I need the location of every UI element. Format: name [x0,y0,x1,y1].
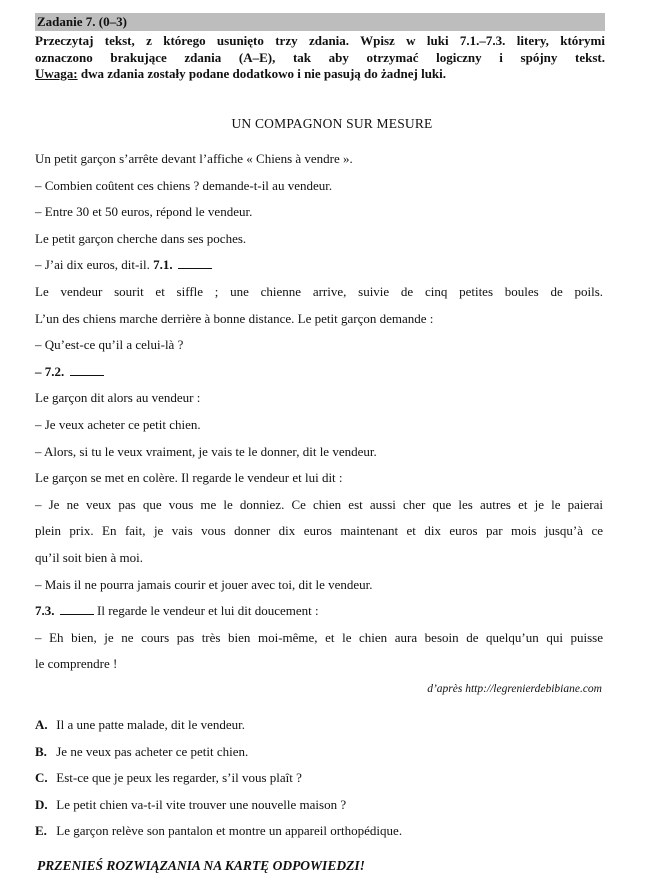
gap-7-2-blank[interactable] [70,363,104,376]
option-letter: A. [35,717,48,732]
option-letter: C. [35,770,48,786]
task-header [35,13,605,31]
text-line: L’un des chiens marche derrière à bonne distance. Le petit garçon demande : [35,310,434,326]
transfer-answers-notice: PRZENIEŚ ROZWIĄZANIA NA KARTĘ ODPOWIEDZI! [37,858,365,873]
text-line: Le vendeur sourit et siffle ; une chienne arrive, suivie de cinq petites boules de poils. [35,283,603,299]
text-line: qu’il soit bien à moi. [35,549,143,565]
gap-7-1-blank[interactable] [178,256,212,269]
task-instructions [35,33,605,83]
option-text: Il a une patte malade, dit le vendeur. [56,717,246,732]
option-letter: D. [35,796,48,812]
text-segment: – J’ai dix euros, dit-il. [35,257,154,273]
answer-options [35,712,603,845]
text-line: – Entre 30 et 50 euros, répond le vendeur. [35,204,253,220]
text-line: Le garçon se met en colère. Il regarde le vendeur et lui dit : [35,470,343,486]
gap-7-2-label: – 7.2. [35,363,65,379]
option-c [35,765,603,792]
option-a [35,712,603,739]
text-line: plein prix. En fait, je vais vous donner dix euros maintenant et dix euros par mois jusqu’à ce [35,523,603,539]
text-line-gap-1 [35,252,603,279]
text-line: – Mais il ne pourra jamais courir et jouer avec toi, dit le vendeur. [35,576,373,592]
text-line-gap-2 [35,359,603,386]
task-label: Zadanie 7. (0–3) [37,14,127,29]
option-letter: B. [35,743,47,759]
text-line-gap-3 [35,598,603,625]
text-segment: Il regarde le vendeur et lui dit doucement : [93,603,319,619]
text-line: – Combien coûtent ces chiens ? demande-t-il au vendeur. [35,177,333,193]
text-line: le comprendre ! [35,656,118,672]
gap-7-3-label: 7.3. [35,603,55,619]
text-line: – Eh bien, je ne cours pas très bien moi-même, et le chien aura besoin de quelqu’un qui puisse [35,629,603,645]
text-line: – Qu’est-ce qu’il a celui-là ? [35,337,184,353]
option-b [35,739,603,766]
instruction-line-2: oznaczono brakujące zdania (A–E), tak aby otrzymać logiczny i spójny tekst. [35,49,605,65]
instruction-note [35,66,605,83]
note-label: Uwaga: [35,66,78,81]
text-title: UN COMPAGNON SUR MESURE [231,116,433,131]
gap-7-1-label: 7.1. [153,257,173,273]
option-d [35,792,603,819]
instruction-line-1: Przeczytaj tekst, z którego usunięto trzy zdania. Wpisz w luki 7.1.–7.3. litery, którymi [35,33,605,48]
option-text: Je ne veux pas acheter ce petit chien. [56,743,249,759]
text-line: Le petit garçon cherche dans ses poches. [35,230,247,246]
text-line: – Je ne veux pas que vous me le donniez. Ce chien est aussi cher que les autres et je le paierai [35,496,603,512]
source-citation: d’après http://legrenierdebibiane.com [427,683,602,695]
gap-7-3-blank[interactable] [60,602,94,615]
text-line: – Alors, si tu le veux vraiment, je vais te le donner, dit le vendeur. [35,443,377,459]
text-line: Un petit garçon s’arrête devant l’affiche « Chiens à vendre ». [35,151,353,166]
option-text: Le garçon relève son pantalon et montre un appareil orthopédique. [56,823,403,839]
reading-text [35,146,603,678]
text-line: – Je veux acheter ce petit chien. [35,416,201,432]
option-letter: E. [35,823,47,839]
text-line: Le garçon dit alors au vendeur : [35,390,201,406]
option-e [35,818,603,845]
option-text: Le petit chien va-t-il vite trouver une nouvelle maison ? [56,796,347,812]
option-text: Est-ce que je peux les regarder, s’il vous plaît ? [56,770,302,786]
note-text: dwa zdania zostały podane dodatkowo i nie pasują do żadnej luki. [77,66,447,81]
